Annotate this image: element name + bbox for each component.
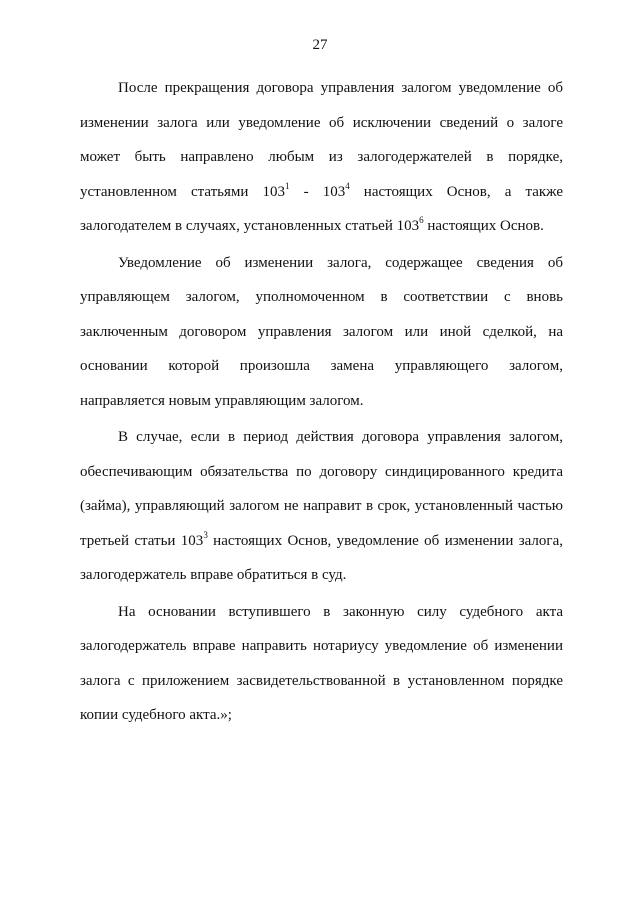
text-line: обеспечивающим обязательства по договору синдицированного кредита xyxy=(80,463,563,480)
text-line: направляется новым управляющим залогом. xyxy=(80,392,364,409)
text-line: управляющем залогом, уполномоченном в соответствии с вновь xyxy=(80,289,563,305)
text-line: копии судебного акта.»; xyxy=(80,707,232,723)
text-line: залога с приложением засвидетельствованной в установленном порядке xyxy=(80,672,563,689)
text-line: залогодателем в случаях, установленных статьей $103^6$ настоящих Основ. xyxy=(80,215,544,234)
text-line: После прекращения договора управления залогом уведомление об xyxy=(118,80,563,96)
text-line: третьей статьи $103^3$ настоящих Основ, уведомление об изменении залога, xyxy=(80,529,563,549)
superscript: 3 xyxy=(203,529,208,540)
text-line: Уведомление об изменении залога, содержащее сведения об xyxy=(118,254,563,271)
text-line: (займа), управляющий залогом не направит в срок, установленный частью xyxy=(80,498,563,514)
paragraph-1 xyxy=(80,71,563,244)
text-line: заключенным договором управления залогом или иной сделкой, на xyxy=(80,323,563,340)
superscript: 4 xyxy=(345,180,350,191)
text-line: залогодержатель вправе направить нотариусу уведомление об изменении xyxy=(80,638,563,654)
text-line: изменении залога или уведомление об исключении сведений о залоге xyxy=(80,114,563,131)
document-body xyxy=(80,71,563,733)
paragraph-4 xyxy=(80,595,563,733)
text-line: установленном статьями $103^1 - 103^4$ настоящих Основ, а также xyxy=(80,180,563,200)
text-line: залогодержатель вправе обратиться в суд. xyxy=(80,567,347,583)
page-number: 27 xyxy=(312,37,328,53)
text-line: В случае, если в период действия договора управления залогом, xyxy=(118,429,563,445)
paragraph-2 xyxy=(80,246,563,419)
superscript: 1 xyxy=(285,180,290,191)
text-line: На основании вступившего в законную силу судебного акта xyxy=(118,603,563,620)
text-line: основании которой произошла замена управляющего залогом, xyxy=(80,358,563,374)
text-line: может быть направлено любым из залогодержателей в порядке, xyxy=(80,149,563,165)
superscript: 6 xyxy=(419,215,424,225)
paragraph-3 xyxy=(80,420,563,593)
